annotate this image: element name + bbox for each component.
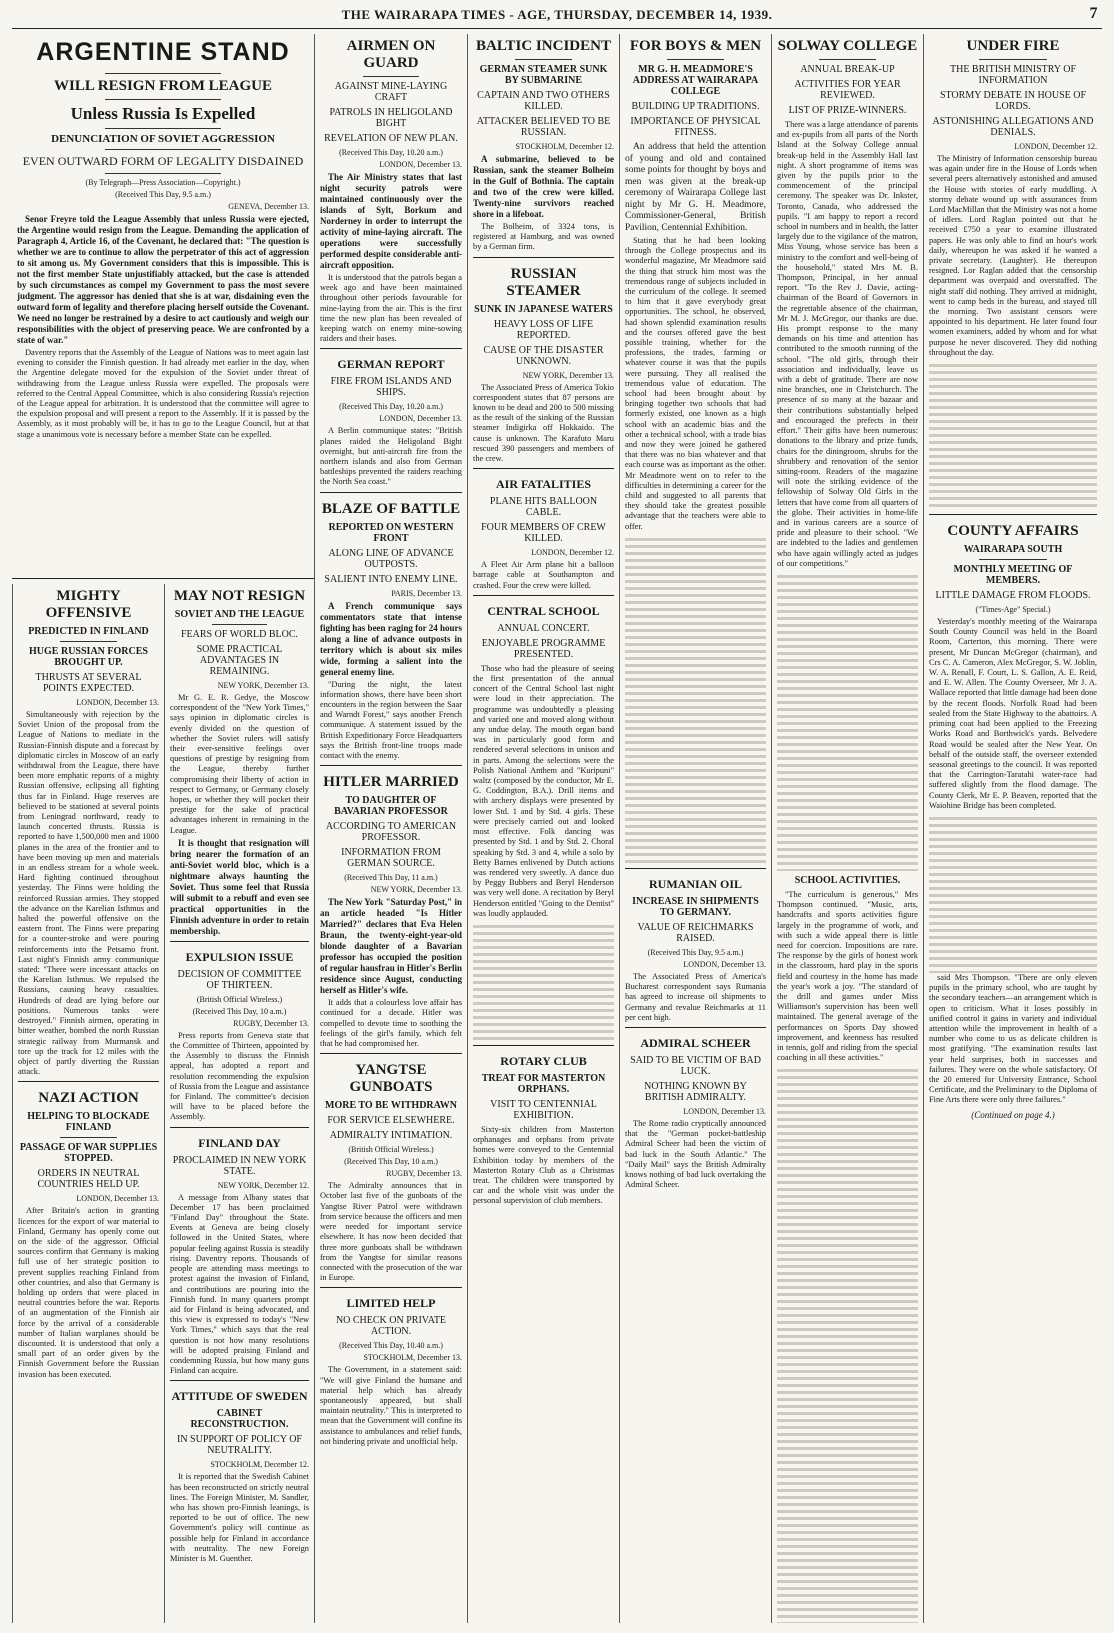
scheer-body: The Rome radio cryptically announced that the "German pocket-battleship Admiral Scheer had been the victim of bad luck in the South Atlantic." The "Daily Mail" says the British Admiralty knows nothing of bad luck overtaking the Admiral Scheer. [625,1118,766,1190]
expulsion-body: Press reports from Geneva state that the Committee of Thirteen, appointed by the Assembly to discuss the Finnish appeal, has adopted a report and resolution recommending the expulsion of Russia from the League and assistance for Finland. The committee's decision will have to be placed before the Assembly. [170,1030,309,1122]
columns [12,34,1102,1623]
argentine-dateline: GENEVA, December 13. [228,202,309,211]
column-1-lower [12,584,164,1623]
russian-body: The Associated Press of America Tokio correspondent states that 87 persons are known to be dead and 200 to 500 missing as the result of the sinking of the Russian steamer Indigirka off Hokkaido. The cause is unknown. The Karafuto Maru rescued 390 passengers and members of the crew. [473,382,614,464]
german-deck: FIRE FROM ISLANDS AND SHIPS. [330,376,452,399]
finland-day-headline: FINLAND DAY [198,1135,281,1150]
baltic-bold: A submarine, believed to be Russian, sank the steamer Bolheim in the Gulf of Bothnia. The captain and two of the crew were killed. Twenty-nine survivors reached shore in a lifeboat. [473,154,614,219]
column-6 [771,34,923,1623]
baltic-body: The Bolheim, of 3324 tons, is registered at Hamburg, and was owned by a German firm. [473,222,614,252]
under-deck: THE BRITISH MINISTRY OF INFORMATION [949,64,1077,86]
air-dateline: LONDON, December 12. [531,548,614,558]
mighty-headline: MIGHTY OFFENSIVE [45,588,132,621]
nazi-headline: NAZI ACTION [38,1090,139,1107]
russian-headline: RUSSIAN STEAMER [506,265,581,299]
nazi-deck: HELPING TO BLOCKADE FINLAND [27,1111,150,1134]
may-body: Mr G. E. R. Gedye, the Moscow correspondent of the "New York Times," says opinion in diplomatic circles is evenly divided on the question of whether the Soviet rulers will satisfy their ever-sensitive feelings over questions of prestige by resigning from the League, thereby further compromising their liberty of action in respect to Germany, or Germany closely hopes, or whether they will pocket their prestige for the sake of practical advantages inherent in remaining in the League. [170,693,309,835]
limited-body: The Government, in a statement said: "We will give Finland the humane and material help which has already spontaneously appeared, but shall maintain neutrality." This is interpreted to mean that the Government will confine its assistance to ambulances and relief funds, not hindering private and unofficial help. [320,1365,462,1446]
baltic-deck3: ATTACKER BELIEVED TO BE RUSSIAN. [476,116,611,138]
mighty-dateline: LONDON, December 13. [76,698,159,707]
argentine-body: Daventry reports that the Assembly of the League of Nations was to meet again last evening to consider the Finnish question. It had already met earlier in the day, when the Argentine delegate moved for the expulsion of the Soviet under threat of withdrawing from the League unless Russia were expelled. The proposals were referred to the Central Appeal Committee, which is also considering Russia's rejection of the League appeal for arbitration. It is understood that the committee will agree to the expulsion proposal and will present a report to the Assembly. If it is passed by the Assembly, as it most probably will be, it has to go to the League Council, but at that stage a unanimous vote is necessary before a member State can be expelled. [17,348,309,439]
central-body: Those who had the pleasure of seeing the first presentation of the annual concert of the Central School last night were loud in their appreciation. The programme was undoubtedly a pleasing and varied one and moved along without any undue delay. The mouth organ band was in particularly good form and rendered several selections in unison and in parts. Among the selections were the Polish National Anthem and "Kuripuni" waltz (composed by the conductor, Mr E. G. Coddington, B.A.). Drill items and with archery displays were presented by lower Std. 1 and by Std. 4 girls. These were precisely carried out and looked most effective. Folk dancing was presented by Std. 1 and by Std. 2. Choral speaking by Std. 3 and 4, while a solo by Betty Barnes enlivened by Dutch actions was rendered very sweetly. A dance duo by Peggy Bubbers and Beryl Henderson was very well done. A recitation by Beryl Henderson entitled "Going to the Dentist" was loudly applauded. [473,663,614,918]
nazi-deck3: ORDERS IN NEUTRAL COUNTRIES HELD UP. [37,1168,140,1191]
nazi-deck2: PASSAGE OF WAR SUPPLIES STOPPED. [19,1142,158,1165]
argentine-headline: ARGENTINE STAND [36,38,290,66]
solway-body: There was a large attendance of parents and ex-pupils from all parts of the North Island at the Solway College annual break-up held in the Assembly Hall last night. A short programme of items was given by the pupils prior to the commencement of the principal ceremony. The speaker was Dr. Inkster, Toronto, Canada, who addressed the pupils. "I am happy to report a record school in numbers and in health, the latter largely due to the vigilance of the matron, Miss Young, whose service has been a ministry to the comfort and well-being of the household," stated Mrs M. B. Thompson, Principal, in her annual report. "To the Rev J. Davie, acting-chairman of the Board of Governors in the regrettable absence of the chairman, Mr M. J. McGregor, our thanks are due. His prompt response to the many demands on his time and attention has contributed to the smooth running of the school. "The old girls, through their association and individually, leave us with a debt of gratitude. There are now nine branches, one in Christchurch. The presence of so many at the bazaar and their contributions substantially helped and encouraged the prefects in their effort." Their gifts have been numerous: donations to the library and prize funds, chairs for the diningroom, shrubs for the shrubbery and renovation of the senior sitting-room. Readers of the magazine will note the striking evidence of the fellowship of Solway Old Girls in the letters that have come from all quarters of the globe. Their activities in home-life and in various careers are a source of pride and pleasure to their school. "We are indebted to the ladies and gentlemen who have again willingly acted as judges of our competitions." [777,120,918,568]
yangtse-credit: (British Official Wireless.) [348,1145,434,1155]
boys-deck3: IMPORTANCE OF PHYSICAL FITNESS. [630,116,761,138]
may-deck3: SOME PRACTICAL ADVANTAGES IN REMAINING. [196,644,283,677]
baltic-deck2: CAPTAIN AND TWO OTHERS KILLED. [477,90,610,112]
rotary-deck: TREAT FOR MASTERTON ORPHANS. [481,1072,606,1095]
scheer-dateline: LONDON, December 13. [683,1106,766,1116]
central-headline: CENTRAL SCHOOL [487,603,600,618]
argentine-deck2: Unless Russia Is Expelled [70,104,256,123]
solway-body-continued [777,571,918,871]
boys-headline: FOR BOYS & MEN [629,38,762,54]
may-bold: It is thought that resignation will bring nearer the formation of an anti-Soviet world bloc, which is a nightmare always haunting the Soviet. Thus some feel that Russia will submit to a rebuff and even see practical opportunities in the Finnish adventure in order to retain membership. [170,837,309,936]
column-5 [619,34,771,1623]
argentine-credit: (By Telegraph—Press Association—Copyright.) [85,178,241,187]
limited-dateline: STOCKHOLM, December 13. [363,1353,462,1363]
airmen-dateline: LONDON, December 13. [379,160,462,169]
finland-day-dateline: NEW YORK, December 12. [217,1180,309,1190]
blaze-headline: BLAZE OF BATTLE [321,500,461,517]
nazi-dateline: LONDON, December 13. [76,1194,159,1204]
rotary-deck2: VISIT TO CENTENNIAL EXHIBITION. [490,1098,597,1121]
sweden-body: It is reported that the Swedish Cabinet has been reconstructed on strictly neutral lines. The Foreign Minister, M. Sandler, who has shown pro-Finnish leanings, is reported to be out of office. The new Government's policy will continue as possible help for Finland in accordance with neutrality. The new Foreign Minister is M. Guenther. [170,1472,309,1563]
yangtse-deck3: ADMIRALTY INTIMATION. [329,1130,453,1142]
sweden-deck2: IN SUPPORT OF POLICY OF NEUTRALITY. [177,1434,302,1457]
airmen-received: (Received This Day, 10.20 a.m.) [339,148,443,157]
continued-note: (Continued on page 4.) [971,1109,1055,1120]
hitler-body: It adds that a colourless love affair has continued for a decade. Hitler was compelled to devote time to soothing the feelings of the girl's family, which felt that he had compromised her. [320,998,462,1049]
rumanian-received: (Received This Day, 9.5 a.m.) [647,947,744,957]
county-body: Yesterday's monthly meeting of the Wairarapa South County Council was held in the Board Room, Carterton, this morning. There were present, Mr Duncan McGregor (chairman), and Crs C. A. Cameron, Alex McGregor, S. W. Joblin, W. A. Renall, F. Court, L. S. Gallon, A. E. Reid, and E. W. Allen. The County Overseer, Mr J. A. Wallace reported that little damage had been done by the recent floods. Norfolk Road had been sealed from the State Highway to the abattoirs. A priming coat had been applied to the Freezing Works Road and Borthwick's yards. Belvedere Road would be sealed after the New Year. On behalf of the outside staff, the overseer extended seasonal greetings to the council. It was reported that the Carrington-Taratahi water-race had suffered slightly from the flood damage. The County Clerk, Mr E. P. Beaven, reported that the Waiohine Bridge has been completed. [929,617,1097,810]
german-received: (Received This Day, 10.20 a.m.) [339,402,443,412]
boys-lead: An address that held the attention of young and old and contained some points for thought by boys and men was given at the break-up ceremony of Wairarapa College last night by Mr G. H. Meadmore, Commissioner-General, British Pavilion, Centennial Exhibition. [625,142,766,233]
central-body-continued [473,921,614,1041]
blaze-deck: REPORTED ON WESTERN FRONT [328,521,454,544]
airmen-deck2: PATROLS IN HELIGOLAND BIGHT [329,107,453,129]
yangtse-deck2: FOR SERVICE ELSEWHERE. [327,1115,455,1127]
column-3 [314,34,467,1623]
boys-body: Stating that he had been looking through the College prospectus and its wonderful magazine, Mr Meadmore said the thing that struck him most was the tremendous range of subjects included in the curriculum of the college. It seemed to him that it gave everybody great opportunities. The school, he observed, had shown splendid examination results and the courses offered gave the best possible training, whether for the professions, the trades, farming or whatever course it was that the pupils were pursuing. They all realised the tremendous value of education. The school had been brought about by bringing together two schools that had formerly existed, one known as a high school with an academic bias and the other a technical school, with a trade bias and now they were joined he gathered that there was no bias whatever and that each course was as important as the other. Mr Meadmore went on to refer to the difficulties in determining a career for the child and suggested to all parents that they should take the greatest possible advantage that the teachers were able to offer. [625,236,766,531]
scheer-headline: ADMIRAL SCHEER [640,1035,751,1050]
sweden-dateline: STOCKHOLM, December 12. [210,1460,309,1470]
hitler-bold: The New York "Saturday Post," in an article headed "Is Hitler Married?" declares that Eva Helen Braun, the twenty-eight-year-old blonde daughter of a Bavarian professor has occupied the position of regular hausfrau in Hitler's Berlin residence since August, conducting herself as Hitler's wife. [320,897,462,996]
german-dateline: LONDON, December 13. [379,414,462,424]
county-deck: WAIRARAPA SOUTH [963,544,1063,556]
baltic-headline: BALTIC INCIDENT [476,38,611,54]
air-body: A Fleet Air Arm plane hit a balloon barrage cable at Southampton and crashed. Four the crew were killed. [473,560,614,590]
air-deck: PLANE HITS BALLOON CABLE. [489,496,598,519]
russian-deck2: HEAVY LOSS OF LIFE REPORTED. [493,318,594,341]
may-deck2: FEARS OF WORLD BLOC. [180,629,299,640]
limited-headline: LIMITED HELP [346,1296,436,1311]
airmen-deck3: REVELATION OF NEW PLAN. [324,133,458,144]
scheer-deck2: NOTHING KNOWN BY BRITISH ADMIRALTY. [644,1080,747,1103]
blaze-deck3: SALIENT INTO ENEMY LINE. [324,573,458,585]
solway-body2-continued [777,1065,918,1623]
under-body-continued [929,360,1097,510]
blaze-deck2: ALONG LINE OF ADVANCE OUTPOSTS. [328,547,454,570]
limited-deck: NO CHECK ON PRIVATE ACTION. [335,1315,447,1338]
solway-body2: "The curriculum is generous," Mrs Thompson continued. "Music, arts, handcrafts and sports activities figure largely in the programme of work, and with such a wide appeal there is little need for coercion. Impositions are rare. The response by the girls of honest work in the classroom, hard play in the sports field and courtesy in the home has made the year's work a joy. "The standard of the drill and games under Miss Williamson's supervision has been well maintained. The general average of the performances on Sports Day showed improvement, and keenness has resulted in tennis, golf and riding from the special coaching in all these activities." [777,889,918,1063]
masthead [12,0,1102,29]
argentine-received: (Received This Day, 9.5 a.m.) [115,190,211,199]
german-headline: GERMAN REPORT [337,357,445,372]
russian-dateline: NEW YORK, December 13. [522,370,614,380]
blaze-body: "During the night, the latest information shows, there have been short encounters in the region between the Saar and Warndt Forest," says another French communique. A statement issued by the British Expeditionary Force Headquarters says the British front-line troops made contact with the enemy. [320,679,462,761]
expulsion-received: (Received This Day, 10 a.m.) [192,1006,287,1016]
argentine-lead: Senor Freyre told the League Assembly that unless Russia were ejected, the Argentine would resign from the League. Demanding the application of Paragraph 4, Article 16, of the Covenant, he declared that: "The question is whether we are to continue to allow the perpetrator of this act of aggression to sit among us. My Government considers that this is impossible. This is not the first member State unjustifiably attacked, but the case is attended by such circumstances as compel my Government to pass the most severe judgment. The aggressor has denied that she is at war, disdaining even the outward form of legality and therefore placing herself outside the Covenant. We need no longer be restrained by a desire to act cautiously and weigh our responsibilities with the object of preserving peace. We are confronted by a state of war." [17,214,309,345]
masthead-title: THE WAIRARAPA TIMES - AGE, THURSDAY, DECEMBER 14, 1939. [341,7,773,22]
county-body2: said Mrs Thompson. "There are only eleven pupils in the primary school, who are taught by the secondary teachers—an arrangement which is open to criticism. What it loses possibly in unified control it gains in variety and individual attention while the improvement in health of a number who come to us as delicate children is most gratifying. "The examination results last year held surprises, both in successes and failures. They were on the whole satisfactory. Of the 20 entered for University Entrance, School Certificate, and the Preliminary to the Diploma of Fine Arts there were only three failures." [929,972,1097,1105]
russian-deck: SUNK IN JAPANESE WATERS [474,303,613,315]
expulsion-headline: EXPULSION ISSUE [185,949,294,964]
blaze-bold: A French communique says commentators state that intense fighting has been raging for 24 hours along a line of advance outposts in territory which is about six miles wide, forming a salient into the general enemy line. [320,600,462,677]
sweden-deck: CABINET RECONSTRUCTION. [190,1408,289,1431]
limited-received: (Received This Day, 10.40 a.m.) [339,1341,443,1351]
county-body-continued [929,813,1097,973]
argentine-deck1: WILL RESIGN FROM LEAGUE [54,78,272,94]
hitler-deck3: INFORMATION FROM GERMAN SOURCE. [341,847,441,870]
argentine-story [12,34,314,579]
solway-activities: SCHOOL ACTIVITIES. [794,874,901,886]
expulsion-credit: (British Official Wireless.) [196,994,283,1004]
air-headline: AIR FATALITIES [495,477,592,492]
finland-day-deck: PROCLAIMED IN NEW YORK STATE. [172,1154,307,1177]
argentine-deck3: DENUNCIATION OF SOVIET AGGRESSION [51,133,275,145]
blaze-dateline: PARIS, December 13. [391,588,462,598]
expulsion-deck: DECISION OF COMMITTEE OF THIRTEEN. [177,968,302,991]
airmen-headline: AIRMEN ON GUARD [346,38,436,71]
under-deck2: STORMY DEBATE IN HOUSE OF LORDS. [939,90,1087,112]
sweden-headline: ATTITUDE OF SWEDEN [171,1389,308,1404]
under-headline: UNDER FIRE [966,38,1060,54]
under-dateline: LONDON, December 12. [1014,142,1097,151]
yangtse-received: (Received This Day, 10 a.m.) [344,1157,438,1167]
hitler-headline: HITLER MARRIED [323,774,459,791]
airmen-deck: AGAINST MINE-LAYING CRAFT [334,81,448,103]
rumanian-body: The Associated Press of America's Bucharest correspondent says Rumania has agreed to increase oil shipments to Germany and revalue Reichmarks at 11 per cent high. [625,971,766,1022]
rumanian-dateline: LONDON, December 13. [683,959,766,969]
central-deck2: ENJOYABLE PROGRAMME PRESENTED. [481,637,606,660]
expulsion-dateline: RUGBY, December 13. [233,1018,309,1028]
boys-deck2: BUILDING UP TRADITIONS. [631,101,760,112]
solway-headline: SOLWAY COLLEGE [777,38,918,54]
mighty-body: Simultaneously with rejection by the Soviet Union of the proposal from the League of Nations to mediate in the Russian-Finnish dispute and a forecast by diplomatic circles in Moscow of an early withdrawal from the League, there have been more emphatic reports of a mighty Russian offensive, eclipsing all fighting thus far in Finland. Huge reserves are believed to be stationed at several points from Leningrad northward, ready to launch concerted thrusts. Russia is reported to have 1,500,000 men and 1000 planes in the area of the frontier and to have been moving up men and materials in an endless stream for a whole week. Hard fighting continued throughout yesterday. The Finns were holding the reinforced Russian armies. They stopped the advance on the Karelian Isthmus and halted the powerful offensive on the eastern front. The Finns were preparing for a counter-stroke and were pouring reinforcements into the Petsamo front. Last night's Finnish army communique stated: "There were incessant attacks on the Karelian Isthmus. We repulsed the Russians, causing heavy casualties. Hundreds of dead are lying before our positions. Numerous tanks were destroyed." Finnish airmen, operating in bitter weather, bombed the north Russian strategic railway from Murmansk and tore up the track for 12 miles with the object of partly diverting the Russian attack. [18,710,159,1077]
solway-deck3: LIST OF PRIZE-WINNERS. [788,105,907,116]
baltic-deck: GERMAN STEAMER SUNK BY SUBMARINE [479,64,608,86]
column-4 [467,34,619,1623]
air-deck2: FOUR MEMBERS OF CREW KILLED. [481,522,606,545]
county-deck2: MONTHLY MEETING OF MEMBERS. [953,564,1073,587]
county-deck3: LITTLE DAMAGE FROM FLOODS. [935,590,1091,602]
airmen-bold: The Air Ministry states that last night security patrols were maintained continuously over the islands of Sylt, Borkum and Norderney in order to interrupt the activity of mine-laying aircraft. The operations were successfully performed despite considerable anti-aircraft opposition. [320,172,462,270]
mighty-deck2: HUGE RUSSIAN FORCES BROUGHT UP. [29,646,148,668]
mighty-deck: PREDICTED IN FINLAND [28,626,149,637]
rumanian-deck2: VALUE OF REICHMARKS RAISED. [637,921,754,944]
rumanian-headline: RUMANIAN OIL [649,876,742,891]
hitler-received: (Received This Day, 11 a.m.) [344,873,438,883]
hitler-deck: TO DAUGHTER OF BAVARIAN PROFESSOR [334,795,448,818]
solway-deck: ANNUAL BREAK-UP [800,64,895,75]
yangtse-headline: YANGTSE GUNBOATS [349,1062,433,1096]
central-deck: ANNUAL CONCERT. [497,622,590,634]
argentine-deck4: EVEN OUTWARD FORM OF LEGALITY DISDAINED [22,154,304,168]
yangtse-deck: MORE TO BE WITHDRAWN [325,1100,457,1112]
baltic-dateline: STOCKHOLM, December 12. [515,142,614,151]
nazi-body: After Britain's action in granting licences for the export of war material to Finland, Germany has openly come out on the side of the aggressor. Official sources confirm that Germany is making full use of her strategic position to prevent supplies reaching Finland from other countries, and also that Germany is holding up orders that were placed in neutral countries before the war. Reports of an augmentation of the Finnish air force by the arrival of a considerable number of Italian warplanes should be discounted. It is understood that only a small part of an order given by the Finnish Government before the Russian invasion has been executed. [18,1206,159,1379]
finland-day-body: A message from Albany states that December 17 has been proclaimed "Finland Day" throughout the State. Events at Geneva are being closely followed in the United States, where popular feeling against Russia is steadily rising. Daventry reports. Thousands of people are attending mass meetings to protest against the invasion of Finland, and contributions are pouring into the Finnish fund. In many quarters prompt aid for Finland is being advocated, and this view is expressed to today's "New York Times," which says that the real question is not how many resolutions will be adopted praising Finland and condemning Russia, but how many guns Finland can acquire. [170,1192,309,1376]
page-number: 7 [1089,5,1098,22]
yangtse-body: The Admiralty announces that in October last five of the gunboats of the Yangtse River Patrol were withdrawn from service because the officers and men were needed for important service elsewhere. It has now been decided that three more gunboats shall be withdrawn from the Yangtse for similar reasons connected with the prosecution of the war in Europe. [320,1181,462,1283]
russian-deck3: CAUSE OF THE DISASTER UNKNOWN. [483,344,604,367]
rumanian-deck: INCREASE IN SHIPMENTS TO GERMANY. [632,895,759,918]
may-deck: SOVIET AND THE LEAGUE [174,609,305,620]
under-deck3: ASTONISHING ALLEGATIONS AND DENIALS. [932,116,1094,138]
column-7 [923,34,1102,1623]
boys-deck: MR G. H. MEADMORE'S ADDRESS AT WAIRARAPA COLLEGE [632,64,759,97]
rotary-headline: ROTARY CLUB [500,1053,587,1068]
boys-body-continued [625,534,766,864]
airmen-body: It is understood that the patrols began a week ago and have been maintained throughout other periods favourable for mine-laying from the air. This is the first time the new plan has been revealed of keeping watch on enemy mine-sowing raiders and their bases. [320,273,462,344]
under-body: The Ministry of Information censorship bureau was again under fire in the House of Lords when several peers alternatively astonished and amused the House with stories of early muddling. A stormy debate wound up with assurances from Lord MacMillan that the Ministry was not a home of idlers. Lord Raglan pointed out that he received £750 a year to examine illustrated papers. He was only able to find an hour's work daily, whereupon he was asked if he wanted a private secretary. (Laughter). He thereupon resigned. Lor Raglan added that the censorship department was overpaid and overstaffed. The night staff did nothing. They arrived at midnight, went to camp beds in the bureau, and stayed till the morning. Two assistant censors were appointed to his department. He later found four women examiners, added by whom and for what purpose he never discovered. They did nothing throughout the day. [929,154,1097,357]
yangtse-dateline: RUGBY, December 13. [386,1169,462,1179]
scheer-deck: SAID TO BE VICTIM OF BAD LUCK. [630,1054,761,1077]
german-body: A Berlin communique states: "British planes raided the Heligoland Bight overnight, but anti-aircraft fire from the northern islands and also from German battleships prevented the raiders reaching the North Sea coast." [320,426,462,487]
rotary-body: Sixty-six children from Masterton orphanages and orphans from private homes were conveyed to the Centennial Exhibition today by members of the Masterton Rotary Club as a Christmas treat. The children were transported by car and the whole visit was under the personal supervision of club members. [473,1124,614,1206]
may-dateline: NEW YORK, December 13. [217,681,309,690]
hitler-dateline: NEW YORK, December 13. [370,885,462,895]
hitler-deck2: ACCORDING TO AMERICAN PROFESSOR. [325,821,457,844]
column-2-lower [164,584,314,1623]
mighty-deck3: THRUSTS AT SEVERAL POINTS EXPECTED. [35,672,142,694]
may-headline: MAY NOT RESIGN [173,588,306,604]
county-credit: ("Times-Age" Special.) [975,605,1051,615]
solway-deck2: ACTIVITIES FOR YEAR REVIEWED. [794,79,901,101]
county-headline: COUNTY AFFAIRS [947,523,1079,540]
